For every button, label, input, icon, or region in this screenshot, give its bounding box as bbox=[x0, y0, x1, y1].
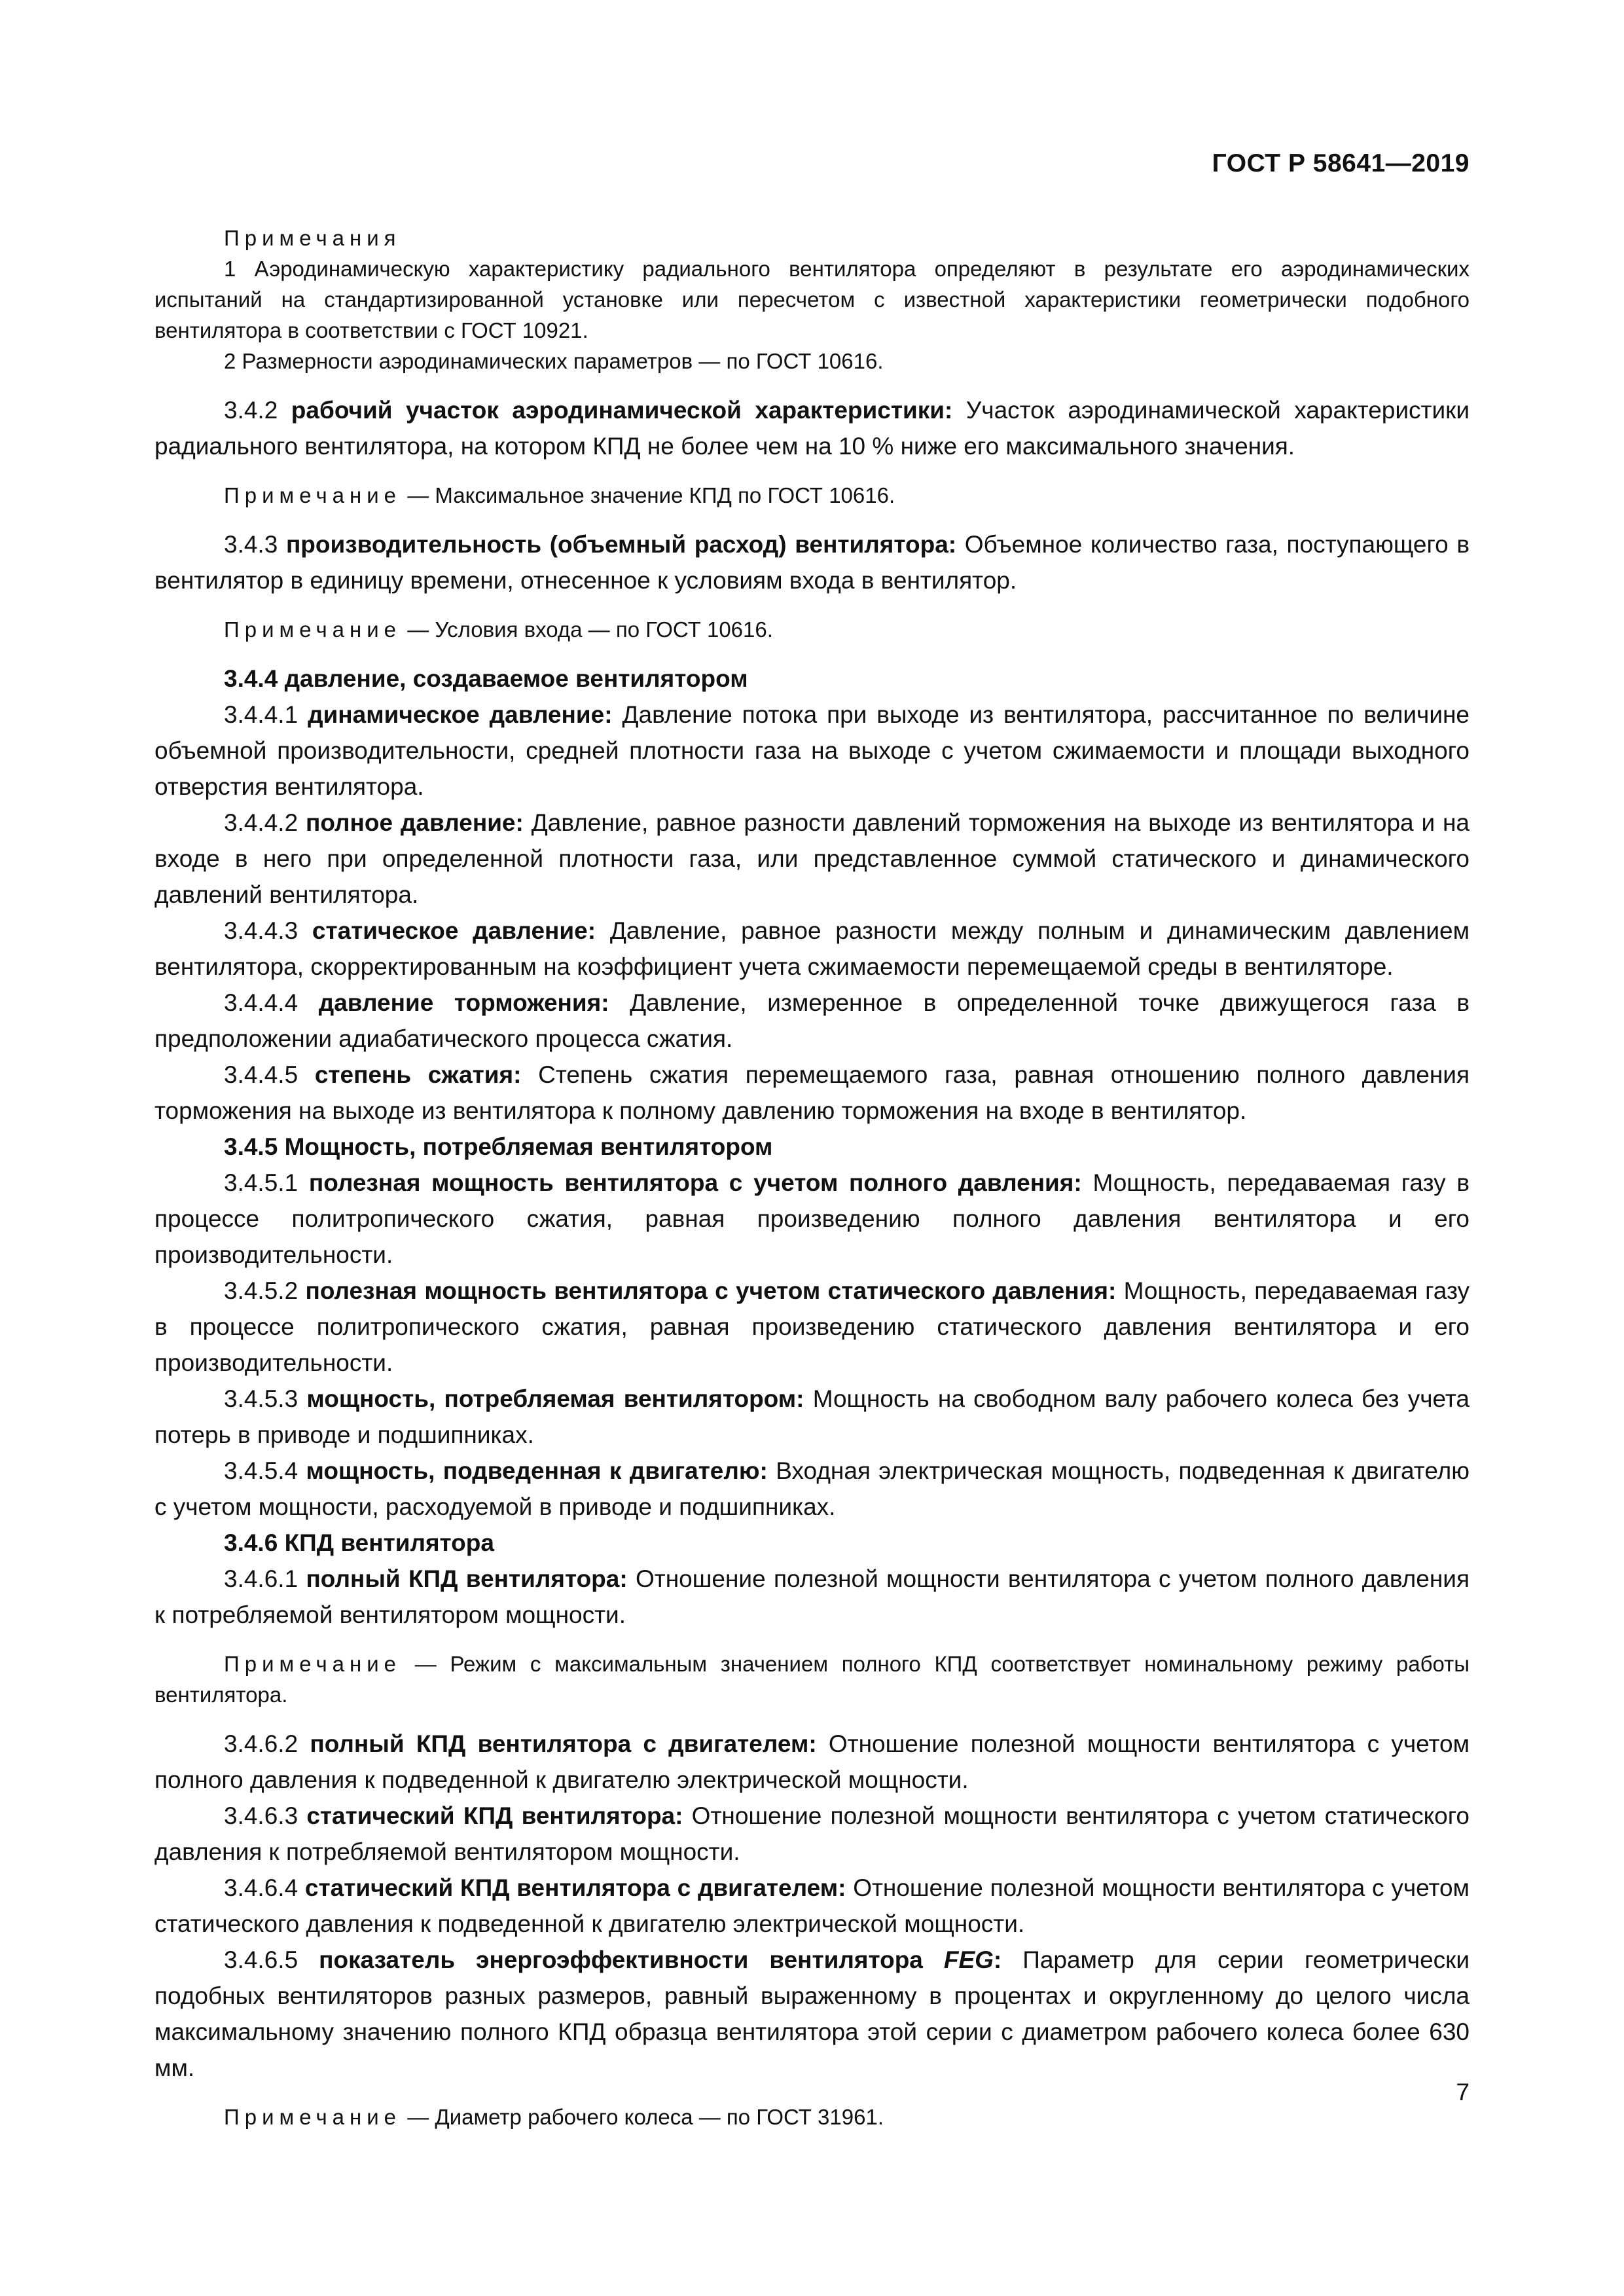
page-content bbox=[154, 223, 1470, 2132]
note-3-4-6-1: Примечание — Режим с максимальным значением полного КПД соответствует номинальному режиму работы вентилятора. bbox=[154, 1652, 1470, 1707]
term-3-4-5-2: 3.4.5.2 полезная мощность вентилятора с учетом статического давления: Мощность, передаваемая газу в процессе политропического сжатия, равная произведению статического давления вентилятора и его производительности. bbox=[154, 1277, 1470, 1376]
term-3-4-6-3: 3.4.6.3 статический КПД вентилятора: Отношение полезной мощности вентилятора с учетом статического давления к потребляемой вентилятором мощности. bbox=[154, 1802, 1470, 1865]
term-3-4-6-5: 3.4.6.5 показатель энергоэффективности вентилятора FEG: Параметр для серии геометрически подобных вентиляторов разных размеров, равный выраженному в процентах и округленному до целого числа максимальному значению полного КПД образца вентилятора этой серии с диаметром рабочего колеса более 630 мм. bbox=[154, 1946, 1470, 2081]
note-3-4-6-5: Примечание — Диаметр рабочего колеса — по ГОСТ 31961. bbox=[224, 2105, 884, 2129]
document-header: ГОСТ Р 58641—2019 bbox=[1212, 149, 1470, 177]
term-3-4-6-1: 3.4.6.1 полный КПД вентилятора: Отношение полезной мощности вентилятора с учетом полного давления к потребляемой вентилятором мощности. bbox=[154, 1565, 1470, 1628]
term-3-4-4-1: 3.4.4.1 динамическое давление: Давление потока при выходе из вентилятора, рассчитанное по величине объемной производительности, средней плотности газа на выходе с учетом сжимаемости и площади выходного отверстия вентилятора. bbox=[154, 701, 1470, 800]
term-3-4-5-3: 3.4.5.3 мощность, потребляемая вентилятором: Мощность на свободном валу рабочего колеса без учета потерь в приводе и подшипниках. bbox=[154, 1385, 1470, 1448]
term-3-4-3: 3.4.3 производительность (объемный расход) вентилятора: Объемное количество газа, поступающего в вентилятор в единицу времени, отнесенное к условиям входа в вентилятор. bbox=[154, 531, 1470, 594]
term-3-4-6-4: 3.4.6.4 статический КПД вентилятора с двигателем: Отношение полезной мощности вентилятора с учетом статического давления к подведенной к двигателю электрической мощности. bbox=[154, 1874, 1470, 1937]
term-3-4-2: 3.4.2 рабочий участок аэродинамической характеристики: Участок аэродинамической характеристики радиального вентилятора, на котором КПД не более чем на 10 % ниже его максимального значения. bbox=[154, 397, 1470, 460]
term-3-4-4-3: 3.4.4.3 статическое давление: Давление, равное разности между полным и динамическим давлением вентилятора, скорректированным на коэффициент учета сжимаемости перемещаемой среды в вентиляторе. bbox=[154, 917, 1470, 980]
notes-title: Примечания bbox=[224, 226, 401, 250]
heading-3-4-4: 3.4.4 давление, создаваемое вентилятором bbox=[224, 665, 748, 692]
term-3-4-4-5: 3.4.4.5 степень сжатия: Степень сжатия перемещаемого газа, равная отношению полного давления торможения на выходе из вентилятора к полному давлению торможения на входе в вентилятор. bbox=[154, 1061, 1470, 1124]
term-3-4-4-4: 3.4.4.4 давление торможения: Давление, измеренное в определенной точке движущегося газа в предположении адиабатического процесса сжатия. bbox=[154, 989, 1470, 1052]
term-3-4-4-2: 3.4.4.2 полное давление: Давление, равное разности давлений торможения на выходе из вентилятора и на входе в него при определенной плотности газа, или представленное суммой статического и динамического давлений вентилятора. bbox=[154, 809, 1470, 908]
heading-3-4-5: 3.4.5 Мощность, потребляемая вентилятором bbox=[224, 1133, 773, 1160]
note-2: 2 Размерности аэродинамических параметров — по ГОСТ 10616. bbox=[224, 349, 884, 373]
heading-3-4-6: 3.4.6 КПД вентилятора bbox=[224, 1529, 494, 1556]
note-1: 1 Аэродинамическую характеристику радиального вентилятора определяют в результате его аэродинамических испытаний на стандартизированной установке или пересчетом с известной характеристики геометрически подобного вентилятора в соответствии с ГОСТ 10921. bbox=[154, 257, 1470, 342]
note-3-4-3: Примечание — Условия входа — по ГОСТ 10616. bbox=[224, 617, 773, 642]
note-3-4-2: Примечание — Максимальное значение КПД по ГОСТ 10616. bbox=[224, 483, 895, 507]
page-number: 7 bbox=[1456, 2079, 1470, 2105]
term-3-4-5-4: 3.4.5.4 мощность, подведенная к двигателю: Входная электрическая мощность, подведенная к двигателю с учетом мощности, расходуемой в приводе и подшипниках. bbox=[154, 1457, 1470, 1520]
term-3-4-6-2: 3.4.6.2 полный КПД вентилятора с двигателем: Отношение полезной мощности вентилятора с учетом полного давления к подведенной к двигателю электрической мощности. bbox=[154, 1730, 1470, 1793]
term-3-4-5-1: 3.4.5.1 полезная мощность вентилятора с учетом полного давления: Мощность, передаваемая газу в процессе политропического сжатия, равная произведению полного давления вентилятора и его производительности. bbox=[154, 1169, 1470, 1268]
